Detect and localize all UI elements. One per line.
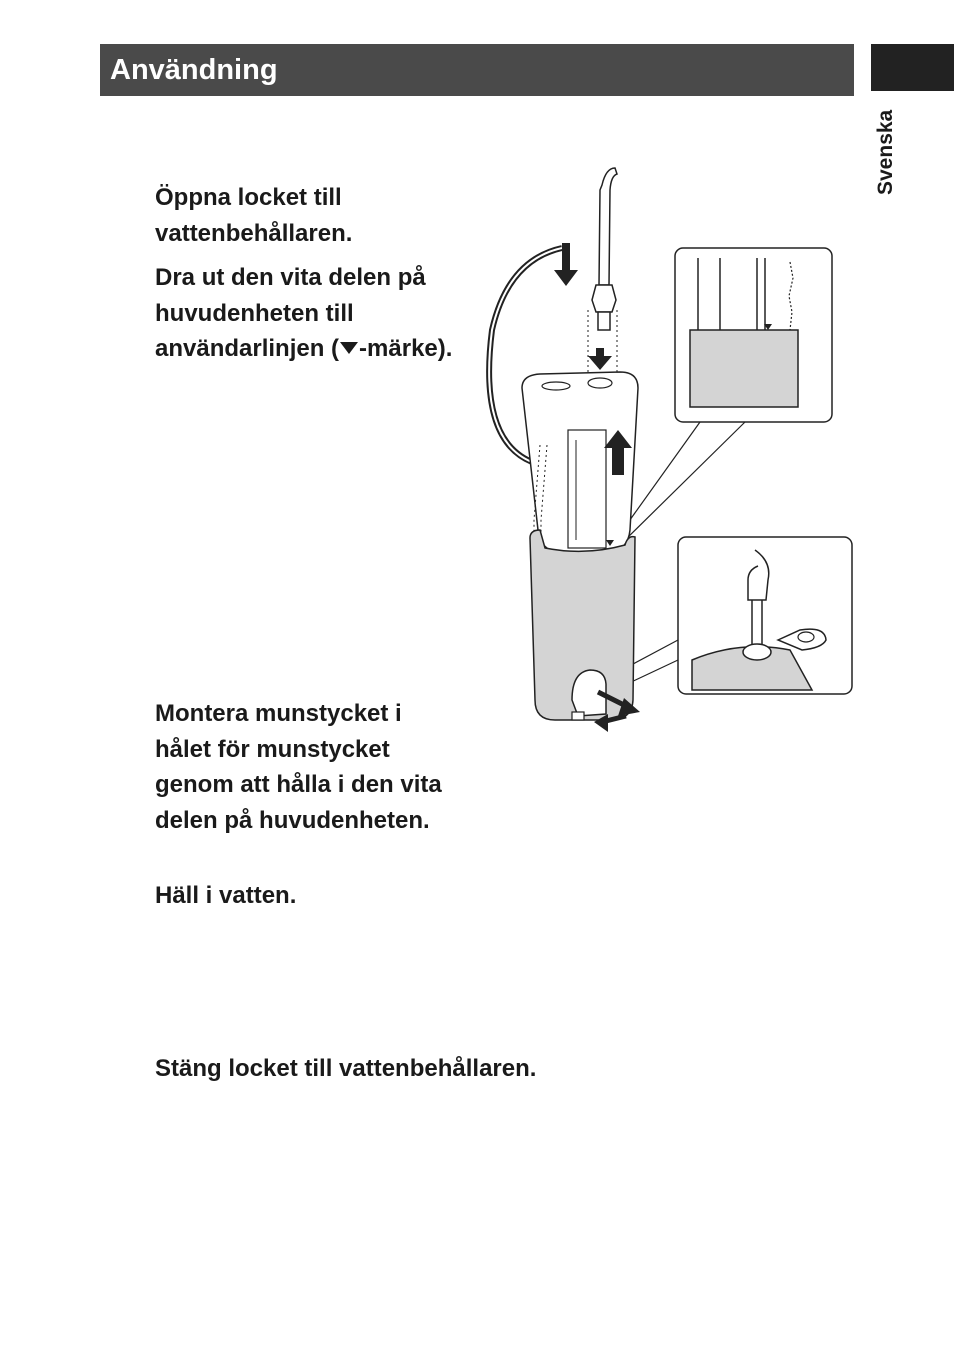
oral-irrigator-illustration — [470, 150, 870, 750]
step-pull-out-line — [155, 331, 452, 367]
step-attach-nozzle-line: delen på huvudenheten. — [155, 806, 430, 834]
language-tab-marker — [871, 44, 954, 91]
water-tank — [530, 530, 635, 720]
step-pull-out-line: huvudenheten till — [155, 299, 354, 327]
detail-usage-line-callout — [612, 248, 832, 545]
down-triangle-icon — [340, 342, 358, 354]
step-open-lid — [155, 180, 352, 251]
step-open-lid-line: vattenbehållaren. — [155, 219, 353, 247]
step-attach-nozzle-line: Montera munstycket i — [155, 700, 402, 727]
step-pull-out — [155, 260, 452, 367]
step-pour-water: Häll i vatten. — [155, 882, 297, 909]
step-attach-nozzle — [155, 696, 442, 838]
step-pull-out-line: Dra ut den vita delen på — [155, 264, 426, 291]
step-pull-out-text: -märke). — [359, 335, 453, 362]
down-arrow-icon — [588, 348, 612, 370]
language-label: Svenska — [874, 109, 897, 195]
nozzle — [588, 168, 617, 378]
step-attach-nozzle-line: genom att hålla i den vita — [155, 771, 442, 798]
detail-nozzle-hole-callout — [603, 537, 852, 694]
step-pull-out-text: användarlinjen ( — [155, 335, 340, 362]
step-open-lid-line: Öppna locket till — [155, 184, 342, 211]
step-attach-nozzle-line: hålet för munstycket — [155, 735, 390, 763]
section-title: Användning — [110, 53, 278, 86]
section-header — [100, 44, 854, 96]
up-arrow-icon — [612, 445, 624, 475]
step-close-lid: Stäng locket till vattenbehållaren. — [155, 1055, 537, 1082]
